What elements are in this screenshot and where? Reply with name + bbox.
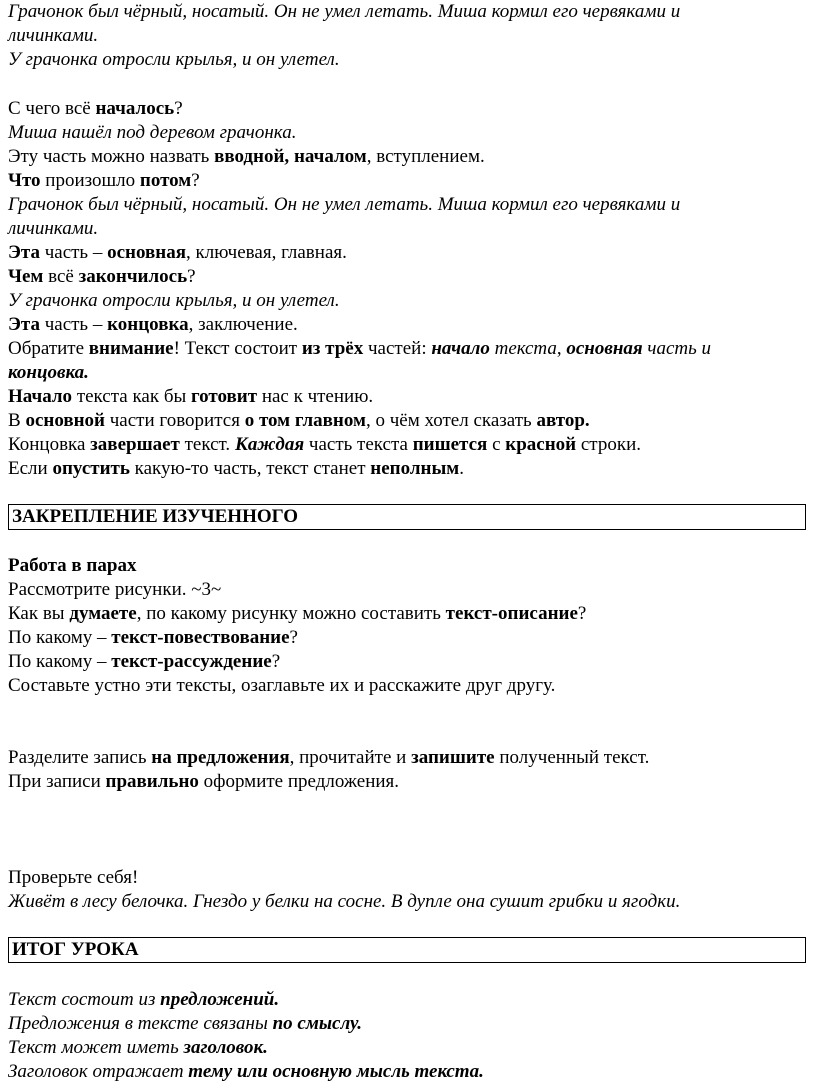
story-line: личинками. [8,25,99,46]
question-line: Что произошло потом? [8,170,200,191]
pairs-line: По какому – текст-повествование? [8,627,298,648]
note-line: Концовка завершает текст. Каждая часть текста пишется с красной строки. [8,434,641,455]
note-line: Обратите внимание! Текст состоит из трёх частей: начало текста, основная часть и [8,338,712,359]
answer-line: У грачонка отросли крылья, и он улетел. [8,290,340,311]
pairs-line: По какому – текст-рассуждение? [8,651,281,672]
story-line: Грачонок был чёрный, носатый. Он не умел летать. Миша кормил его червяками и [8,1,681,22]
note-line: В основной части говорится о том главном, о чём хотел сказать автор. [8,410,590,431]
pairs-line: Рассмотрите рисунки. ~3~ [8,579,222,600]
check-text: Живёт в лесу белочка. Гнездо у белки на сосне. В дупле она сушит грибки и ягодки. [8,891,681,912]
note-line: Если опустить какую-то часть, текст станет неполным. [8,458,464,479]
summary-line: Предложения в тексте связаны по смыслу. [8,1013,362,1034]
section-heading-summary: ИТОГ УРОКА [8,937,806,963]
answer-line: личинками. [8,218,99,239]
check-label: Проверьте себя! [8,867,139,888]
pairs-heading: Работа в парах [8,555,137,576]
answer-line: Грачонок был чёрный, носатый. Он не умел летать. Миша кормил его червяками и [8,194,681,215]
section-heading-consolidation: ЗАКРЕПЛЕНИЕ ИЗУЧЕННОГО [8,504,806,530]
pairs-line: Составьте устно эти тексты, озаглавьте их и расскажите друг другу. [8,675,556,696]
question-line: Чем всё закончилось? [8,266,196,287]
note-line: Начало текста как бы готовит нас к чтению. [8,386,374,407]
summary-line: Текст может иметь заголовок. [8,1037,268,1058]
pairs-line: Как вы думаете, по какому рисунку можно составить текст-описание? [8,603,587,624]
task-line: При записи правильно оформите предложения. [8,771,400,792]
question-line: С чего всё началось? [8,98,183,119]
answer-line: Миша нашёл под деревом грачонка. [8,122,297,143]
summary-line: Заголовок отражает тему или основную мысль текста. [8,1061,484,1082]
task-line: Разделите запись на предложения, прочитайте и запишите полученный текст. [8,747,650,768]
summary-line: Текст состоит из предложений. [8,989,280,1010]
comment-line: Эта часть – основная, ключевая, главная. [8,242,347,263]
comment-line: Эта часть – концовка, заключение. [8,314,298,335]
note-line: концовка. [8,362,89,383]
story-line: У грачонка отросли крылья, и он улетел. [8,49,340,70]
comment-line: Эту часть можно назвать вводной, началом, вступлением. [8,146,485,167]
